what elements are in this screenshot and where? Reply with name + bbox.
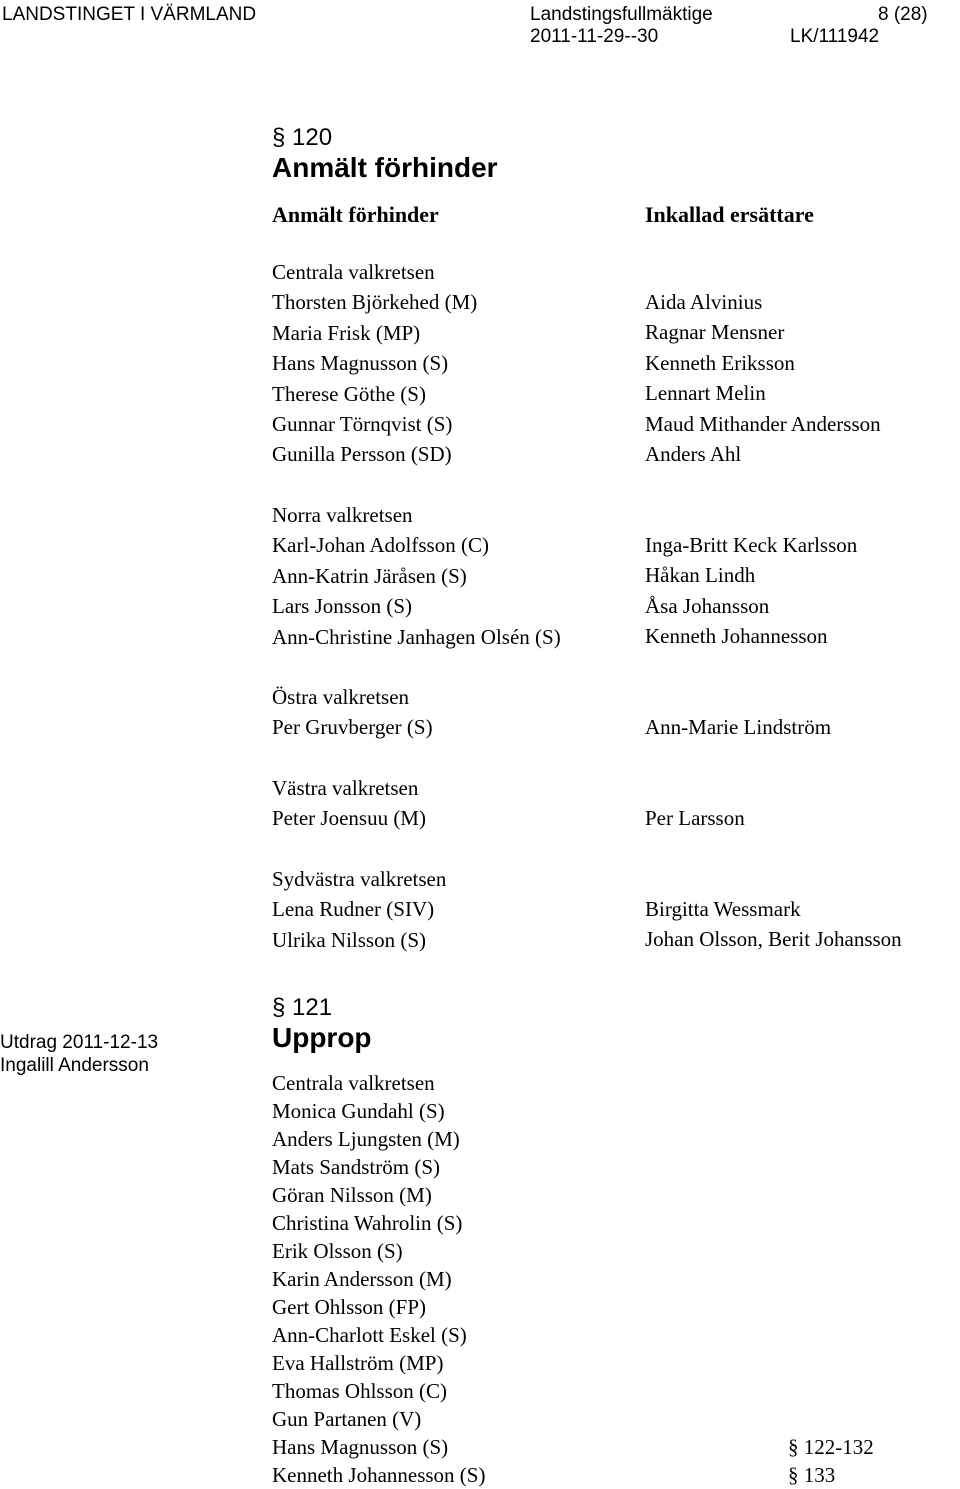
- absent-member: Ann-Christine Janhagen Olsén (S): [272, 624, 561, 649]
- header-body: Landstingsfullmäktige: [530, 4, 713, 25]
- absent-member: Gunnar Törnqvist (S): [272, 411, 453, 436]
- roll-call-member: Thomas Ohlsson (C): [272, 1379, 447, 1403]
- absent-member: Gunilla Persson (SD): [272, 442, 452, 467]
- header-date: 2011-11-29--30: [530, 26, 659, 47]
- margin-note-extract: Utdrag 2011-12-13: [0, 1032, 159, 1053]
- district-name: Centrala valkretsen: [272, 1071, 435, 1095]
- district-name: Västra valkretsen: [272, 776, 419, 800]
- district-group-norra: [272, 500, 561, 652]
- substitute-group-sydvastra: [645, 894, 902, 955]
- header-org: LANDSTINGET I VÄRMLAND: [2, 4, 257, 25]
- roll-call-member: Gert Ohlsson (FP): [272, 1295, 427, 1319]
- substitute-member: Anders Ahl: [645, 441, 742, 466]
- substitute-member: Per Larsson: [645, 806, 745, 830]
- substitute-member: Åsa Johansson: [645, 593, 770, 618]
- column-head-absent: Anmält förhinder: [272, 202, 439, 227]
- district-name: Centrala valkretsen: [272, 260, 435, 284]
- district-name: Östra valkretsen: [272, 685, 410, 709]
- substitute-member: Maud Mithander Andersson: [645, 411, 881, 436]
- roll-call-member: [272, 1433, 912, 1461]
- member-name: Kenneth Johannesson (S): [272, 1463, 486, 1487]
- roll-call-list: [272, 1069, 912, 1489]
- district-group-centrala: [272, 257, 477, 470]
- header-ref: LK/111942: [790, 26, 880, 47]
- substitute-group-vastra: [645, 803, 745, 833]
- roll-call-member: Göran Nilsson (M): [272, 1183, 432, 1207]
- section-120-title: Anmält förhinder: [272, 152, 498, 183]
- header-page: 8 (28): [878, 4, 928, 25]
- absent-member: Per Gruvberger (S): [272, 715, 433, 740]
- absent-member: Lars Jonsson (S): [272, 594, 412, 619]
- roll-call-member: Erik Olsson (S): [272, 1239, 403, 1263]
- substitute-group-norra: [645, 530, 857, 652]
- substitute-member: Lennart Melin: [645, 381, 766, 406]
- section-121-number: § 121: [272, 994, 333, 1021]
- absent-member: Maria Frisk (MP): [272, 320, 421, 345]
- absent-member: Hans Magnusson (S): [272, 351, 449, 376]
- substitute-group-centrala: [645, 287, 881, 469]
- absent-member: Lena Rudner (SIV): [272, 897, 435, 922]
- roll-call-member: Gun Partanen (V): [272, 1407, 422, 1431]
- roll-call-member: Eva Hallström (MP): [272, 1351, 444, 1375]
- substitute-member: Inga-Britt Keck Karlsson: [645, 533, 858, 557]
- district-group-vastra: [272, 773, 426, 834]
- roll-call-member: Monica Gundahl (S): [272, 1099, 445, 1123]
- absent-member: Therese Göthe (S): [272, 381, 426, 406]
- substitute-member: Ragnar Mensner: [645, 320, 785, 345]
- district-name: Sydvästra valkretsen: [272, 867, 447, 891]
- absent-member: Peter Joensuu (M): [272, 806, 426, 831]
- roll-call-member: Karin Andersson (M): [272, 1267, 452, 1291]
- roll-call-member: Christina Wahrolin (S): [272, 1211, 463, 1235]
- district-group-ostra: [272, 682, 433, 743]
- absent-member: Karl-Johan Adolfsson (C): [272, 533, 489, 558]
- roll-call-member: Mats Sandström (S): [272, 1155, 440, 1179]
- district-group-sydvastra: [272, 864, 446, 955]
- absent-member: Thorsten Björkehed (M): [272, 290, 478, 315]
- section-120-number: § 120: [272, 124, 333, 151]
- substitute-member: Ann-Marie Lindström: [645, 715, 832, 739]
- substitute-member: Kenneth Johannesson: [645, 624, 828, 649]
- district-name: Norra valkretsen: [272, 503, 413, 527]
- substitute-member: Håkan Lindh: [645, 563, 756, 588]
- member-section-ref: § 133: [788, 1463, 836, 1487]
- margin-note-author: Ingalill Andersson: [0, 1055, 149, 1076]
- section-121-title: Upprop: [272, 1022, 372, 1053]
- absent-member: Ann-Katrin Järåsen (S): [272, 563, 467, 588]
- substitute-member: Birgitta Wessmark: [645, 897, 801, 921]
- roll-call-member: Ann-Charlott Eskel (S): [272, 1323, 467, 1347]
- member-section-ref: § 122-132: [788, 1435, 874, 1459]
- substitute-group-ostra: [645, 712, 831, 742]
- absent-member: Ulrika Nilsson (S): [272, 927, 426, 952]
- roll-call-member: Anders Ljungsten (M): [272, 1127, 460, 1151]
- column-head-substitute: Inkallad ersättare: [645, 202, 814, 227]
- substitute-member: Aida Alvinius: [645, 290, 763, 314]
- member-name: Hans Magnusson (S): [272, 1435, 449, 1459]
- substitute-member: Johan Olsson, Berit Johansson: [645, 927, 902, 952]
- roll-call-member: [272, 1461, 912, 1489]
- substitute-member: Kenneth Eriksson: [645, 350, 795, 375]
